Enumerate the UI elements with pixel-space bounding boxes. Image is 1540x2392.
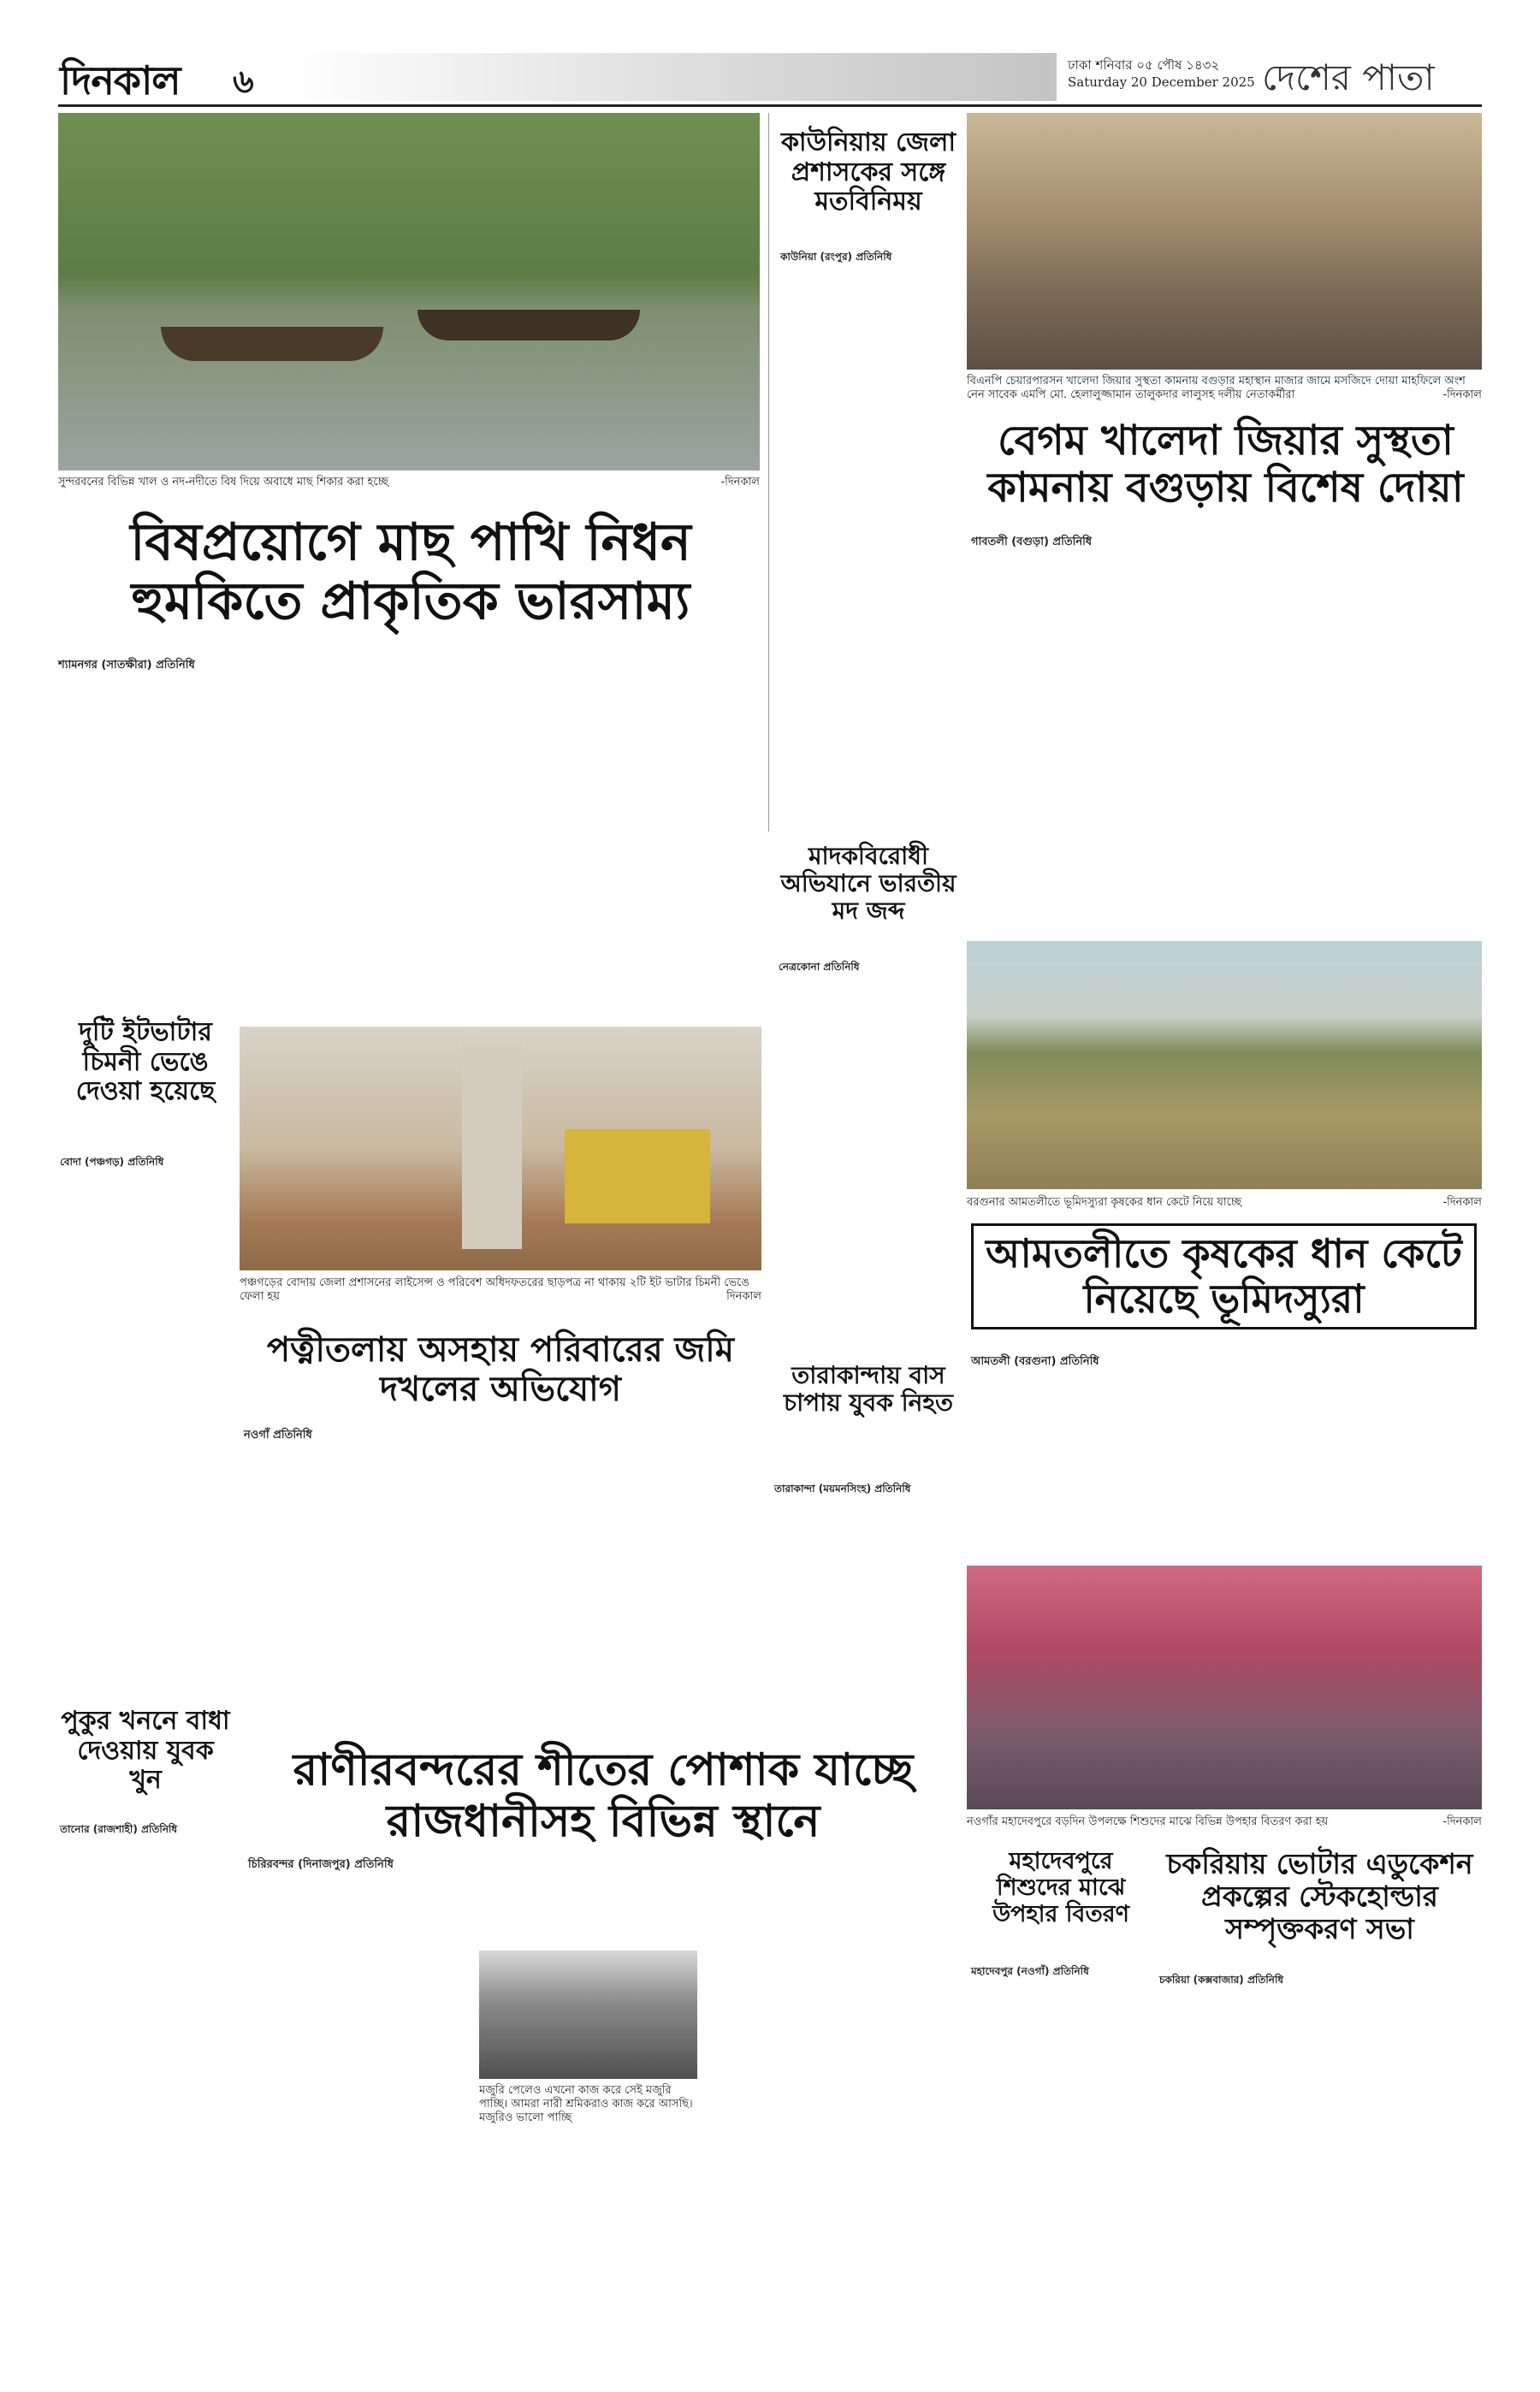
caption-text: সুন্দরবনের বিভিন্ন খাল ও নদ-নদীতে বিষ দিয়ে অবাধে মাছ শিকার করা হচ্ছে [58, 476, 388, 488]
headline-brick-kiln: দুটি ইটভাটার চিমনী ভেঙে দেওয়া হয়েছে [75, 1017, 216, 1106]
byline-kaunia: কাউনিয়া (রংপুর) প্রতিনিধি [780, 251, 892, 263]
article-body-khaleda [971, 551, 1480, 893]
river-photo-caption [58, 476, 760, 489]
mosque-photo-caption [967, 375, 1482, 402]
article-body-kaunia [774, 265, 961, 830]
byline-drugs: নেত্রকোনা প্রতিনিধি [779, 961, 860, 973]
river-photo [58, 113, 760, 471]
caption-text: পঞ্চগড়ের বোদায় জেলা প্রশাসনের লাইসেন্স ও পরিবেশ অধিদফতরের ছাড়পত্র না থাকায় ২টি ইট ভাটার চিমনী ভেঙে ফেলা হয় [240, 1276, 749, 1303]
page-number: ৬ [233, 62, 254, 100]
headline-ranirbandar: রাণীরবন্দরের শীতের পোশাক যাচ্ছে রাজধানীসহ বিভিন্ন স্থানে [293, 1744, 914, 1847]
gift-distribution-photo [967, 1566, 1482, 1809]
caption-text: নওগাঁর মহাদেবপুরে বড়দিন উপলক্ষে শিশুদের মাঝে বিভিন্ন উপহার বিতরণ করা হয় [967, 1815, 1329, 1828]
headline-kaunia: কাউনিয়ায় জেলা প্রশাসকের সঙ্গে মতবিনিময় [780, 127, 957, 216]
logo-text: দিনকাল [60, 57, 181, 104]
headline-chakaria: চকরিয়ায় ভোটার এডুকেশন প্রকল্পের স্টেকহোল্ডার সম্পৃক্তকরণ সভা [1166, 1847, 1473, 1945]
article-body-amtali [971, 1369, 1480, 1548]
article-body-ranirbandar [248, 1878, 471, 2370]
paddy-field-photo [967, 941, 1482, 1189]
article-body-chakaria [1159, 1990, 1480, 2371]
headline-drugs: মাদকবিরোধী অভিযানে ভারতীয় মদ জব্দ [780, 842, 957, 926]
article-body-pond [60, 1839, 231, 2370]
photo-credit: -দিনকাল [720, 476, 760, 488]
date-english: Saturday 20 December 2025 [1068, 74, 1255, 90]
brick-photo-caption [240, 1276, 761, 1304]
byline-amtali: আমতলী (বরগুনা) প্রতিনিধি [971, 1355, 1099, 1368]
header-band [287, 53, 1057, 101]
headline-amtali: আমতলীতে কৃষকের ধান কেটে নিয়েছে ভূমিদস্যুরা [971, 1223, 1477, 1329]
article-body-tarakanda [774, 1497, 961, 1779]
photo-credit: -দিনকাল [1442, 388, 1482, 401]
article-body-ranirbandar-2 [710, 1878, 962, 2370]
byline-khaleda: গাবতলী (বগুড়া) প্রতিনিধি [971, 536, 1093, 548]
mosque-photo [967, 113, 1482, 370]
column-divider [768, 113, 769, 832]
caption-text: বরগুনার আমতলীতে ভূমিদস্যুরা কৃষকের ধান কেটে নিয়ে যাচ্ছে [967, 1196, 1242, 1209]
article-body-drugs [774, 975, 961, 1352]
issue-date [1068, 56, 1255, 91]
garment-photo-caption: মজুরি পেলেও এখনো কাজ করে সেই মজুরি পাচ্ছি। আমরা নারী শ্রমিকরাও কাজ করে আসছি। মজুরিও ভালো পাচ্ছি [479, 2084, 693, 2124]
garment-photo [479, 1951, 697, 2079]
photo-credit: -দিনকাল [1442, 1815, 1482, 1828]
byline-tarakanda: তারাকান্দা (ময়মনসিংহ) প্রতিনিধি [774, 1483, 911, 1495]
headline-poison-fish: বিষপ্রয়োগে মাছ পাখি নিধন হুমকিতে প্রাকৃতিক ভারসাম্য [130, 512, 691, 631]
byline-mohadevpur: মহাদেবপুর (নওগাঁ) প্রতিনিধি [971, 1965, 1089, 1977]
headline-mohadevpur: মহাদেবপুরে শিশুদের মাঝে উপহার বিতরণ [992, 1848, 1129, 1928]
byline-pond: তানোর (রাজশাহী) প্রতিনিধি [60, 1823, 178, 1835]
byline-ranirbandar: চিরিরবন্দর (দিনাজপুর) প্রতিনিধি [248, 1858, 394, 1871]
article-body-poison-fish [58, 676, 811, 1018]
headline-pond: পুকুর খননে বাধা দেওয়ায় যুবক খুন [61, 1706, 230, 1795]
byline-chakaria: চকরিয়া (কক্সবাজার) প্রতিনিধি [1159, 1974, 1284, 1986]
headline-khaleda: বেগম খালেদা জিয়ার সুস্থতা কামনায় বগুড়ায় বিশেষ দোয়া [987, 417, 1464, 512]
article-body-mohadevpur [971, 1981, 1146, 2371]
header-divider [58, 104, 1482, 107]
section-title: দেশের পাতা [1262, 56, 1435, 98]
paddy-photo-caption [967, 1196, 1482, 1210]
photo-credit: -দিনকাল [1442, 1196, 1482, 1209]
article-body-brick-kiln [60, 1172, 231, 1685]
article-body-patnitala [244, 1444, 757, 1726]
headline-patnitala: পত্নীতলায় অসহায় পরিবারের জমি দখলের অভিযোগ [267, 1330, 734, 1409]
byline-brick-kiln: বোদা (পঞ্চগড়) প্রতিনিধি [60, 1156, 164, 1168]
date-bangla: ঢাকা শনিবার ০৫ পৌষ ১৪৩২ [1068, 57, 1220, 73]
headline-tarakanda: তারাকান্দায় বাস চাপায় যুবক নিহত [783, 1361, 954, 1418]
gift-photo-caption [967, 1815, 1482, 1829]
photo-credit: দিনকাল [726, 1290, 761, 1303]
brick-kiln-photo [240, 1027, 761, 1270]
byline-patnitala: নওগাঁ প্রতিনিধি [244, 1429, 312, 1442]
caption-text: বিএনপি চেয়ারপারসন খালেদা জিয়ার সুস্থতা কামনায় বগুড়ার মহাস্থান মাজার জামে মসজিদে দোয়া মাহফিলে অংশ নেন সাবেক এমপি মো. হেলালুজ্জামান তালুকদার লালুসহ দলীয় নেতাকর্মীরা [967, 375, 1466, 401]
byline-poison-fish: শ্যামনগর (সাতক্ষীরা) প্রতিনিধি [58, 659, 195, 672]
